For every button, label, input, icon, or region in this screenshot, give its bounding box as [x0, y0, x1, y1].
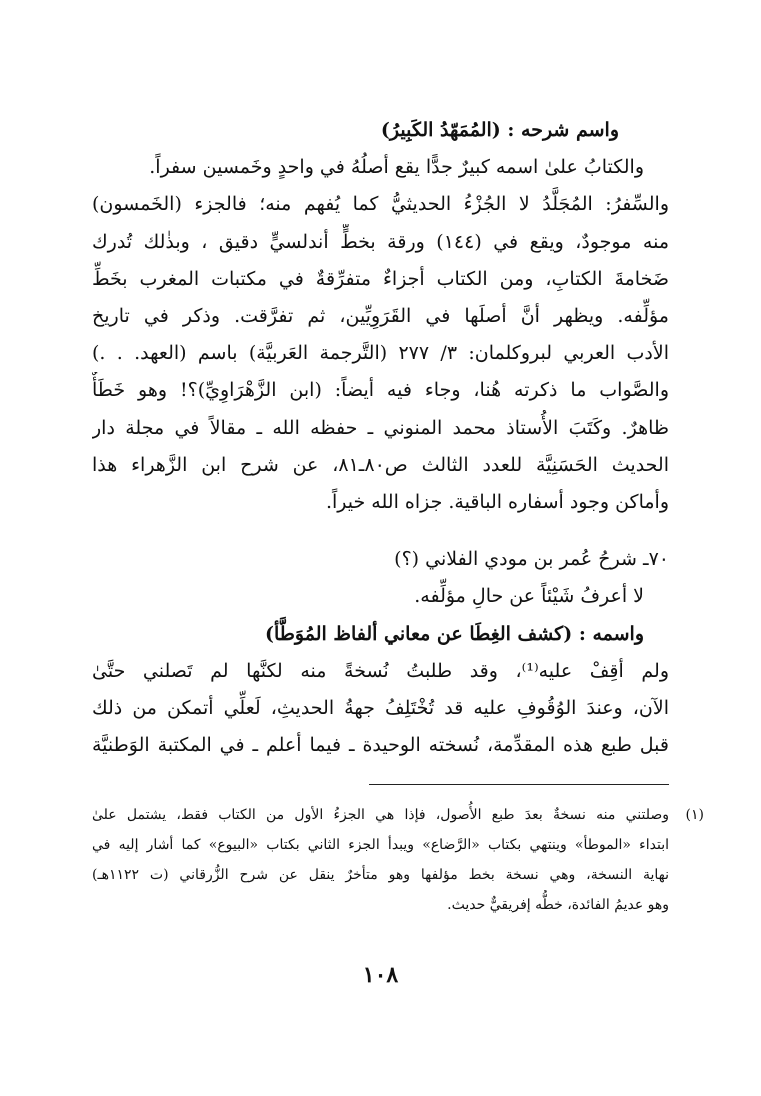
text-line: منه موجودٌ، ويقع في (١٤٤) ورقة بخطٍّ أندلسيٍّ دقيق ، وبذٰلك تُدرك — [92, 230, 669, 253]
footnote-line: وصلتني منه نسخةٌ بعدَ طبع الأُصول، فإذا هي الجزءُ الأول من الكتاب فقط، يشتمل علىٰ — [92, 807, 669, 823]
text-line: ضَخامةَ الكتابِ، ومن الكتاب أجزاءٌ متفرِّقةٌ في مكتبات المغرب بخَطِّ — [92, 267, 669, 290]
commentary-title-line: واسم شرحه : (المُمَهّدُ الكَبِيرُ) — [380, 119, 619, 141]
text-line: ظاهرٌ. وكَتَبَ الأُستاذ محمد المنوني ـ حفظه الله ـ مقالاً في مجلة دار — [92, 416, 669, 439]
entry-title: ٧٠ـ شرحُ عُمر بن مودي الفلاني (؟) — [394, 548, 669, 571]
section-spacer — [92, 521, 669, 541]
text-line: الآن، وعندَ الوُقُوفِ عليه قد تُخْتَلِفُ جهةُ الحديثِ، لَعلِّي أتمكن من ذلك — [92, 697, 669, 720]
footnote — [92, 800, 704, 920]
text-line: والصَّواب ما ذكرته هُنا، وجاء فيه أيضاً: (ابن الزَّهْرَاوِيِّ)؟! وهو خَطَأٌ — [92, 379, 669, 402]
footnote-divider — [369, 784, 669, 785]
text-line: الحديث الحَسَنِيَّة للعدد الثالث ص٨٠ـ٨١، عن شرح ابن الزَّهراء هذا — [92, 453, 669, 476]
text-line: ولم أقِفْ عليه⁽¹⁾، وقد طلبتُ نُسخةً منه لكنَّها لم تَصلني حتَّىٰ — [92, 659, 669, 682]
text-line: والسِّفرُ: المُجَلَّدُ لا الجُزْءُ الحديثيُّ كما يُفهم منه؛ فالجزء (الخَمسون) — [92, 193, 669, 216]
commentary-name-line: واسمه : (كشف الغِطَا عن معاني ألفاظ المُوَطَّأ) — [265, 622, 644, 645]
text-line: لا أعرفُ شَيْئاً عن حالِ مؤلِّفه. — [414, 585, 644, 608]
main-text — [92, 112, 669, 764]
text-line: قبل طبع هذه المقدِّمة، نُسخته الوحيدة ـ فيما أعلم ـ في المكتبة الوَطنيَّة — [92, 734, 669, 757]
text-line: الأدب العربي لبروكلمان: ٣/ ٢٧٧ (التَّرجمة العَربيَّة) باسم (العهد. . .) — [92, 342, 669, 365]
footnote-number: (١) — [685, 807, 704, 823]
footnote-line: نهاية النسخة، وهي نسخة بخط مؤلفها وهو متأخرٌ ينقل عن شرح الزُّرقاني (ت ١١٢٢هـ) — [92, 867, 669, 883]
text-line: والكتابُ علىٰ اسمه كبيرٌ جدًّا يقع أصلُهُ في واحدٍ وخَمسين سفراً. — [149, 156, 644, 179]
page-number: ١٠٨ — [362, 962, 399, 988]
footnote-line: ابتداء «الموطأ» وينتهي بكتاب «الرَّضاع» ويبدأ الجزء الثاني بكتاب «البيوع» كما أشار إليه في — [92, 837, 669, 853]
text-line: وأماكن وجود أسفاره الباقية. جزاه الله خيراً. — [325, 491, 669, 514]
text-line: مؤلِّفه. ويظهر أنَّ أصلَها في القَرَوِيِّين، ثم تفرَّقت. وذكر في تاريخ — [92, 305, 669, 328]
footnote-line: وهو عديمُ الفائدة، خطُّه إفريقيٌّ حديث. — [447, 897, 669, 913]
